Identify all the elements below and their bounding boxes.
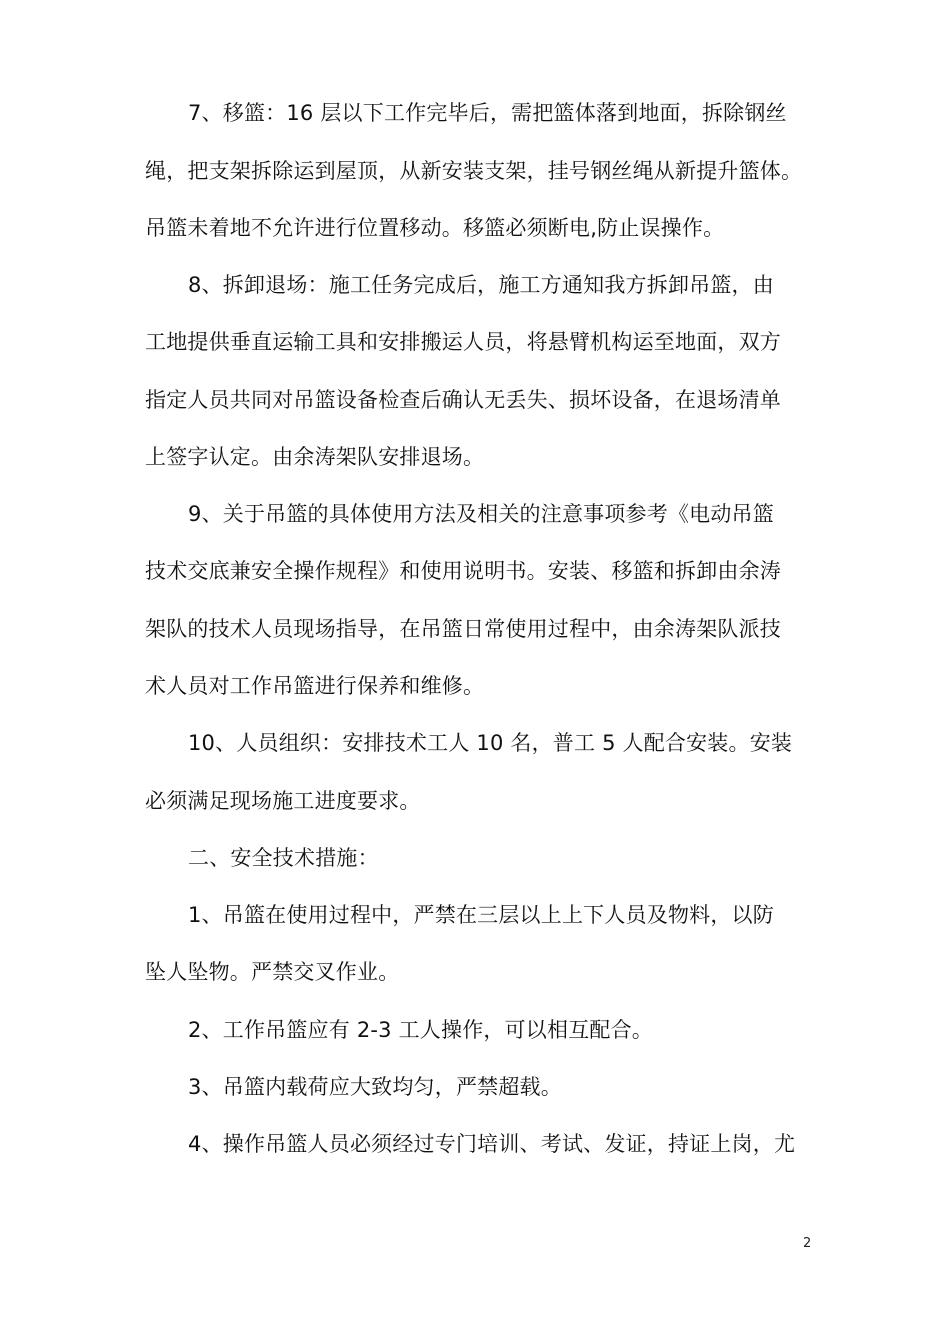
text-line: 技术交底兼安全操作规程》和使用说明书。安装、移篮和拆卸由余涛 — [145, 559, 781, 583]
text-line: 8、拆卸退场：施工任务完成后，施工方通知我方拆卸吊篮，由 — [188, 273, 774, 297]
page-number: 2 — [803, 1236, 812, 1251]
text-line: 必须满足现场施工进度要求。 — [145, 789, 421, 813]
text-line: 工地提供垂直运输工具和安排搬运人员，将悬臂机构运至地面，双方 — [145, 330, 781, 354]
text-line: 指定人员共同对吊篮设备检查后确认无丢失、损坏设备，在退场清单 — [145, 388, 781, 412]
text-line: 上签字认定。由余涛架队安排退场。 — [145, 445, 485, 469]
text-line: 坠人坠物。严禁交叉作业。 — [145, 960, 400, 984]
text-line: 2、工作吊篮应有 2-3 工人操作，可以相互配合。 — [188, 1018, 654, 1042]
text-line: 架队的技术人员现场指导，在吊篮日常使用过程中，由余涛架队派技 — [145, 617, 781, 641]
text-line: 绳，把支架拆除运到屋顶，从新安装支架，挂号钢丝绳从新提升篮体。 — [145, 159, 803, 183]
text-line: 吊篮未着地不允许进行位置移动。移篮必须断电,防止误操作。 — [145, 216, 725, 240]
text-line: 7、移篮：16 层以下工作完毕后，需把篮体落到地面，拆除钢丝 — [188, 101, 787, 125]
section-heading: 二、安全技术措施： — [188, 846, 379, 870]
text-line: 3、吊篮内载荷应大致均匀，严禁超载。 — [188, 1075, 562, 1099]
text-line: 1、吊篮在使用过程中，严禁在三层以上上下人员及物料，以防 — [188, 903, 774, 927]
text-line: 4、操作吊篮人员必须经过专门培训、考试、发证，持证上岗，尤 — [188, 1132, 796, 1156]
text-line: 9、关于吊篮的具体使用方法及相关的注意事项参考《电动吊篮 — [188, 502, 774, 526]
text-line: 术人员对工作吊篮进行保养和维修。 — [145, 674, 485, 698]
text-line: 10、人员组织：安排技术工人 10 名，普工 5 人配合安装。安装 — [188, 731, 793, 755]
